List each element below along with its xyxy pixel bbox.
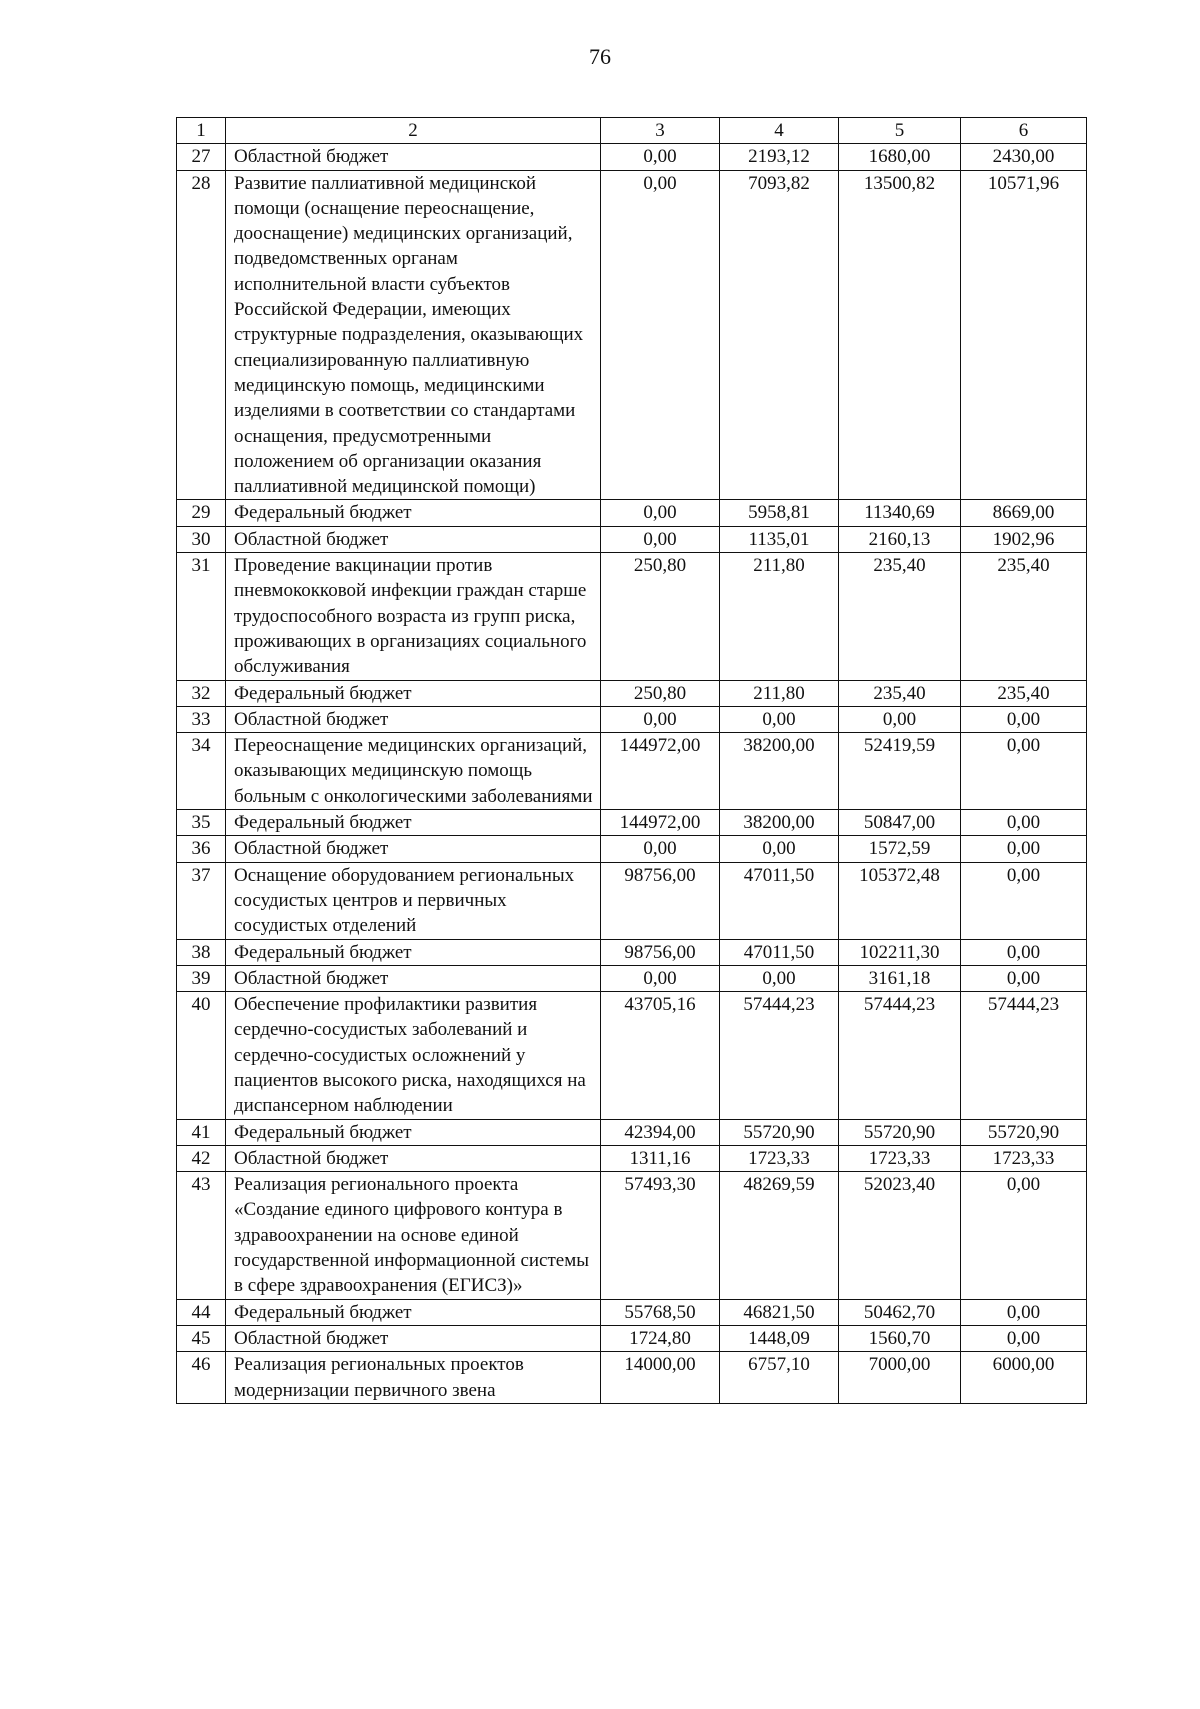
row-number: 31 xyxy=(177,553,226,680)
value-col-3: 0,00 xyxy=(601,170,720,500)
value-col-5: 235,40 xyxy=(839,680,961,706)
row-name: Переоснащение медицинских организаций, оказывающих медицинскую помощь больным с онкологическими заболеваниями xyxy=(226,733,601,810)
row-name: Федеральный бюджет xyxy=(226,680,601,706)
value-col-5: 2160,13 xyxy=(839,526,961,552)
value-col-5: 52023,40 xyxy=(839,1172,961,1299)
budget-table xyxy=(176,117,1087,1404)
value-col-6: 0,00 xyxy=(961,706,1087,732)
value-col-6: 8669,00 xyxy=(961,500,1087,526)
value-col-6: 235,40 xyxy=(961,680,1087,706)
table-header-row xyxy=(177,118,1087,144)
row-name: Областной бюджет xyxy=(226,706,601,732)
value-col-4: 38200,00 xyxy=(720,733,839,810)
value-col-3: 0,00 xyxy=(601,500,720,526)
value-col-3: 1311,16 xyxy=(601,1145,720,1171)
row-name: Областной бюджет xyxy=(226,1325,601,1351)
value-col-4: 0,00 xyxy=(720,706,839,732)
value-col-6: 1723,33 xyxy=(961,1145,1087,1171)
row-number: 39 xyxy=(177,965,226,991)
value-col-3: 42394,00 xyxy=(601,1119,720,1145)
value-col-3: 98756,00 xyxy=(601,862,720,939)
value-col-4: 57444,23 xyxy=(720,992,839,1119)
value-col-4: 47011,50 xyxy=(720,862,839,939)
value-col-5: 50462,70 xyxy=(839,1299,961,1325)
value-col-4: 2193,12 xyxy=(720,144,839,170)
table-row xyxy=(177,553,1087,680)
value-col-6: 6000,00 xyxy=(961,1352,1087,1404)
value-col-3: 144972,00 xyxy=(601,733,720,810)
value-col-4: 211,80 xyxy=(720,553,839,680)
value-col-3: 0,00 xyxy=(601,706,720,732)
value-col-3: 0,00 xyxy=(601,144,720,170)
row-number: 38 xyxy=(177,939,226,965)
table-row xyxy=(177,500,1087,526)
value-col-4: 55720,90 xyxy=(720,1119,839,1145)
column-header: 5 xyxy=(839,118,961,144)
table-row xyxy=(177,733,1087,810)
table-row xyxy=(177,965,1087,991)
table-row xyxy=(177,144,1087,170)
value-col-3: 43705,16 xyxy=(601,992,720,1119)
value-col-6: 10571,96 xyxy=(961,170,1087,500)
value-col-6: 235,40 xyxy=(961,553,1087,680)
table-row xyxy=(177,680,1087,706)
row-number: 27 xyxy=(177,144,226,170)
value-col-6: 0,00 xyxy=(961,1325,1087,1351)
row-name: Областной бюджет xyxy=(226,526,601,552)
value-col-4: 48269,59 xyxy=(720,1172,839,1299)
row-number: 30 xyxy=(177,526,226,552)
value-col-4: 1135,01 xyxy=(720,526,839,552)
row-name: Обеспечение профилактики развития сердечно-сосудистых заболеваний и сердечно-сосудистых осложнений у пациентов высокого риска, находящихся на диспансерном наблюдении xyxy=(226,992,601,1119)
value-col-6: 0,00 xyxy=(961,965,1087,991)
value-col-5: 11340,69 xyxy=(839,500,961,526)
row-number: 29 xyxy=(177,500,226,526)
value-col-6: 0,00 xyxy=(961,939,1087,965)
table-row xyxy=(177,1299,1087,1325)
value-col-4: 0,00 xyxy=(720,965,839,991)
value-col-4: 5958,81 xyxy=(720,500,839,526)
row-name: Федеральный бюджет xyxy=(226,500,601,526)
column-header: 4 xyxy=(720,118,839,144)
table-row xyxy=(177,1172,1087,1299)
row-number: 36 xyxy=(177,836,226,862)
value-col-5: 0,00 xyxy=(839,706,961,732)
value-col-4: 211,80 xyxy=(720,680,839,706)
value-col-6: 0,00 xyxy=(961,733,1087,810)
table-row xyxy=(177,1145,1087,1171)
column-header: 3 xyxy=(601,118,720,144)
value-col-5: 52419,59 xyxy=(839,733,961,810)
value-col-5: 105372,48 xyxy=(839,862,961,939)
value-col-5: 50847,00 xyxy=(839,810,961,836)
value-col-4: 0,00 xyxy=(720,836,839,862)
row-number: 42 xyxy=(177,1145,226,1171)
value-col-5: 13500,82 xyxy=(839,170,961,500)
value-col-3: 57493,30 xyxy=(601,1172,720,1299)
value-col-4: 7093,82 xyxy=(720,170,839,500)
value-col-5: 7000,00 xyxy=(839,1352,961,1404)
row-name: Реализация регионального проекта «Создание единого цифрового контура в здравоохранении на основе единой государственной информационной системы в сфере здравоохранения (ЕГИСЗ)» xyxy=(226,1172,601,1299)
value-col-6: 0,00 xyxy=(961,1299,1087,1325)
row-number: 44 xyxy=(177,1299,226,1325)
value-col-3: 1724,80 xyxy=(601,1325,720,1351)
value-col-3: 14000,00 xyxy=(601,1352,720,1404)
value-col-3: 0,00 xyxy=(601,965,720,991)
value-col-5: 102211,30 xyxy=(839,939,961,965)
row-name: Областной бюджет xyxy=(226,965,601,991)
row-number: 32 xyxy=(177,680,226,706)
value-col-3: 98756,00 xyxy=(601,939,720,965)
value-col-5: 1680,00 xyxy=(839,144,961,170)
value-col-5: 3161,18 xyxy=(839,965,961,991)
table-row xyxy=(177,836,1087,862)
value-col-5: 55720,90 xyxy=(839,1119,961,1145)
value-col-4: 1448,09 xyxy=(720,1325,839,1351)
page-number: 76 xyxy=(589,44,611,69)
value-col-4: 1723,33 xyxy=(720,1145,839,1171)
row-name: Федеральный бюджет xyxy=(226,1119,601,1145)
value-col-4: 38200,00 xyxy=(720,810,839,836)
row-number: 45 xyxy=(177,1325,226,1351)
table-row xyxy=(177,939,1087,965)
row-number: 46 xyxy=(177,1352,226,1404)
table-row xyxy=(177,706,1087,732)
row-name: Реализация региональных проектов модернизации первичного звена xyxy=(226,1352,601,1404)
row-name: Развитие паллиативной медицинской помощи (оснащение переоснащение, дооснащение) медицинских организаций, подведомственных органам исполнительной власти субъектов Российской Федерации, имеющих структурные подразделения, оказывающих специализированную паллиативную медицинскую помощь, медицинскими изделиями в соответствии со стандартами оснащения, предусмотренными положением об организации оказания паллиативной медицинской помощи) xyxy=(226,170,601,500)
value-col-3: 250,80 xyxy=(601,553,720,680)
value-col-6: 0,00 xyxy=(961,1172,1087,1299)
row-number: 35 xyxy=(177,810,226,836)
value-col-6: 0,00 xyxy=(961,836,1087,862)
row-number: 37 xyxy=(177,862,226,939)
column-header: 6 xyxy=(961,118,1087,144)
table-row xyxy=(177,810,1087,836)
value-col-3: 250,80 xyxy=(601,680,720,706)
value-col-4: 46821,50 xyxy=(720,1299,839,1325)
value-col-5: 235,40 xyxy=(839,553,961,680)
table-row xyxy=(177,1325,1087,1351)
row-number: 43 xyxy=(177,1172,226,1299)
value-col-5: 57444,23 xyxy=(839,992,961,1119)
value-col-5: 1572,59 xyxy=(839,836,961,862)
row-name: Оснащение оборудованием региональных сосудистых центров и первичных сосудистых отделений xyxy=(226,862,601,939)
table-row xyxy=(177,1352,1087,1404)
value-col-3: 0,00 xyxy=(601,526,720,552)
value-col-5: 1723,33 xyxy=(839,1145,961,1171)
table-row xyxy=(177,526,1087,552)
table-row xyxy=(177,992,1087,1119)
value-col-5: 1560,70 xyxy=(839,1325,961,1351)
value-col-6: 1902,96 xyxy=(961,526,1087,552)
row-number: 33 xyxy=(177,706,226,732)
row-number: 41 xyxy=(177,1119,226,1145)
row-number: 40 xyxy=(177,992,226,1119)
value-col-3: 55768,50 xyxy=(601,1299,720,1325)
value-col-3: 0,00 xyxy=(601,836,720,862)
column-header: 1 xyxy=(177,118,226,144)
row-name: Федеральный бюджет xyxy=(226,810,601,836)
row-name: Областной бюджет xyxy=(226,144,601,170)
row-number: 34 xyxy=(177,733,226,810)
table-row xyxy=(177,170,1087,500)
value-col-4: 47011,50 xyxy=(720,939,839,965)
row-name: Областной бюджет xyxy=(226,1145,601,1171)
value-col-3: 144972,00 xyxy=(601,810,720,836)
value-col-4: 6757,10 xyxy=(720,1352,839,1404)
value-col-6: 0,00 xyxy=(961,810,1087,836)
row-name: Федеральный бюджет xyxy=(226,939,601,965)
value-col-6: 2430,00 xyxy=(961,144,1087,170)
row-name: Федеральный бюджет xyxy=(226,1299,601,1325)
value-col-6: 0,00 xyxy=(961,862,1087,939)
table-row xyxy=(177,1119,1087,1145)
row-name: Областной бюджет xyxy=(226,836,601,862)
row-number: 28 xyxy=(177,170,226,500)
value-col-6: 57444,23 xyxy=(961,992,1087,1119)
value-col-6: 55720,90 xyxy=(961,1119,1087,1145)
table-row xyxy=(177,862,1087,939)
column-header: 2 xyxy=(226,118,601,144)
row-name: Проведение вакцинации против пневмококковой инфекции граждан старше трудоспособного возраста из групп риска, проживающих в организациях социального обслуживания xyxy=(226,553,601,680)
